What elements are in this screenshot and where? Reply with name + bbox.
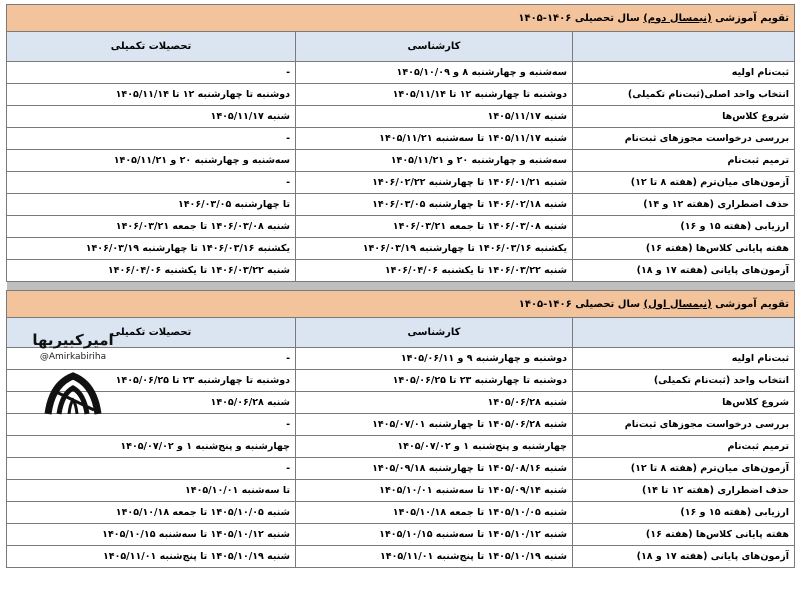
bachelor-date-cell: سه‌شنبه و چهارشنبه ۲۰ و ۱۴۰۵/۱۱/۲۱ — [296, 150, 573, 172]
event-label-cell: انتخاب واحد اصلی(ثبت‌نام تکمیلی) — [573, 84, 795, 106]
table-row — [7, 546, 795, 568]
table-row — [7, 150, 795, 172]
graduate-date-cell: - — [7, 348, 296, 370]
table-row — [7, 480, 795, 502]
section-separator — [7, 282, 795, 291]
graduate-date-cell: شنبه ۱۴۰۵/۱۰/۱۲ تا سه‌شنبه ۱۴۰۵/۱۰/۱۵ — [7, 524, 296, 546]
event-label-cell: بررسی درخواست مجوزهای ثبت‌نام — [573, 414, 795, 436]
bachelor-date-cell: شنبه ۱۴۰۵/۰۶/۲۸ — [296, 392, 573, 414]
bachelor-date-cell: شنبه ۱۴۰۵/۱۱/۱۷ — [296, 106, 573, 128]
graduate-date-cell: - — [7, 458, 296, 480]
bachelor-date-cell: چهارشنبه و پنج‌شنبه ۱ و ۱۴۰۵/۰۷/۰۲ — [296, 436, 573, 458]
calendar-title-row — [7, 5, 795, 32]
calendar-title-prefix: تقویم آموزشی — [715, 12, 790, 24]
bachelor-date-cell: شنبه ۱۴۰۶/۰۲/۱۸ تا چهارشنبه ۱۴۰۶/۰۳/۰۵ — [296, 194, 573, 216]
bachelor-date-cell: شنبه ۱۴۰۶/۰۱/۲۱ تا چهارشنبه ۱۴۰۶/۰۲/۲۲ — [296, 172, 573, 194]
table-row — [7, 502, 795, 524]
bachelor-date-cell: شنبه ۱۴۰۵/۰۶/۲۸ تا چهارشنبه ۱۴۰۵/۰۷/۰۱ — [296, 414, 573, 436]
graduate-date-cell: سه‌شنبه و چهارشنبه ۲۰ و ۱۴۰۵/۱۱/۲۱ — [7, 150, 296, 172]
graduate-date-cell: - — [7, 414, 296, 436]
bachelor-date-cell: دوشنبه تا چهارشنبه ۱۲ تا ۱۴۰۵/۱۱/۱۴ — [296, 84, 573, 106]
event-label-cell: حذف اضطراری (هفته ۱۲ تا ۱۴) — [573, 480, 795, 502]
table-row — [7, 524, 795, 546]
table-row — [7, 458, 795, 480]
graduate-date-cell: یکشنبه ۱۴۰۶/۰۳/۱۶ تا چهارشنبه ۱۴۰۶/۰۳/۱۹ — [7, 238, 296, 260]
event-label-cell: شروع کلاس‌ها — [573, 106, 795, 128]
watermark-name: امیرکبیریها — [32, 331, 114, 349]
graduate-date-cell: - — [7, 128, 296, 150]
calendar-title-year: سال تحصیلی ۱۴۰۶-۱۴۰۵ — [518, 12, 640, 24]
graduate-date-cell: - — [7, 62, 296, 84]
separator-cell — [7, 282, 795, 291]
calendar-page — [6, 4, 794, 568]
event-label-cell: ثبت‌نام اولیه — [573, 62, 795, 84]
column-header-row — [7, 32, 795, 62]
header-event — [573, 32, 795, 62]
graduate-date-cell: شنبه ۱۴۰۵/۱۰/۱۹ تا پنج‌شنبه ۱۴۰۵/۱۱/۰۱ — [7, 546, 296, 568]
graduate-date-cell: تا چهارشنبه ۱۴۰۶/۰۳/۰۵ — [7, 194, 296, 216]
bachelor-date-cell: سه‌شنبه و چهارشنبه ۸ و ۱۴۰۵/۱۰/۰۹ — [296, 62, 573, 84]
calendar-title — [7, 5, 795, 32]
event-label-cell: شروع کلاس‌ها — [573, 392, 795, 414]
table-row — [7, 436, 795, 458]
table-row — [7, 414, 795, 436]
graduate-date-cell: چهارشنبه و پنج‌شنبه ۱ و ۱۴۰۵/۰۷/۰۲ — [7, 436, 296, 458]
event-label-cell: آزمون‌های پایانی (هفته ۱۷ و ۱۸) — [573, 546, 795, 568]
header-bachelor: کارشناسی — [296, 318, 573, 348]
event-label-cell: هفته پایانی کلاس‌ها (هفته ۱۶) — [573, 524, 795, 546]
table-row — [7, 194, 795, 216]
bachelor-date-cell: شنبه ۱۴۰۵/۰۸/۱۶ تا چهارشنبه ۱۴۰۵/۰۹/۱۸ — [296, 458, 573, 480]
header-graduate: تحصیلات تکمیلی — [7, 32, 296, 62]
graduate-date-cell: شنبه ۱۴۰۶/۰۳/۰۸ تا جمعه ۱۴۰۶/۰۳/۲۱ — [7, 216, 296, 238]
table-row — [7, 106, 795, 128]
header-bachelor: کارشناسی — [296, 32, 573, 62]
calendar-title-semester: (نیمسال دوم) — [643, 12, 712, 24]
event-label-cell: ترمیم ثبت‌نام — [573, 150, 795, 172]
calendar-title-semester: (نیمسال اول) — [643, 298, 712, 310]
bachelor-date-cell: دوشنبه تا چهارشنبه ۲۳ تا ۱۴۰۵/۰۶/۲۵ — [296, 370, 573, 392]
graduate-date-cell: شنبه ۱۴۰۵/۱۰/۰۵ تا جمعه ۱۴۰۵/۱۰/۱۸ — [7, 502, 296, 524]
graduate-date-cell: - — [7, 172, 296, 194]
graduate-date-cell: دوشنبه تا چهارشنبه ۱۲ تا ۱۴۰۵/۱۱/۱۴ — [7, 84, 296, 106]
header-graduate: تحصیلات تکمیلی — [7, 318, 296, 348]
event-label-cell: حذف اضطراری (هفته ۱۲ و ۱۴) — [573, 194, 795, 216]
watermark-handle: @Amirkabiriha — [39, 352, 107, 362]
event-label-cell: هفته پایانی کلاس‌ها (هفته ۱۶) — [573, 238, 795, 260]
table-row — [7, 128, 795, 150]
bachelor-date-cell: شنبه ۱۴۰۵/۱۰/۱۲ تا سه‌شنبه ۱۴۰۵/۱۰/۱۵ — [296, 524, 573, 546]
calendar-title-year: سال تحصیلی ۱۴۰۶-۱۴۰۵ — [518, 298, 641, 310]
academic-calendar-table — [6, 4, 795, 568]
event-label-cell: انتخاب واحد (ثبت‌نام تکمیلی) — [573, 370, 795, 392]
header-event — [573, 318, 795, 348]
table-row — [7, 370, 795, 392]
event-label-cell: آزمون‌های میان‌ترم (هفته ۸ تا ۱۲) — [573, 458, 795, 480]
bachelor-date-cell: شنبه ۱۴۰۵/۱۰/۱۹ تا پنج‌شنبه ۱۴۰۵/۱۱/۰۱ — [296, 546, 573, 568]
graduate-date-cell: شنبه ۱۴۰۶/۰۳/۲۲ تا یکشنبه ۱۴۰۶/۰۴/۰۶ — [7, 260, 296, 282]
bachelor-date-cell: شنبه ۱۴۰۵/۱۰/۰۵ تا جمعه ۱۴۰۵/۱۰/۱۸ — [296, 502, 573, 524]
table-row — [7, 62, 795, 84]
event-label-cell: ارزیابی (هفته ۱۵ و ۱۶) — [573, 502, 795, 524]
table-row — [7, 84, 795, 106]
calendar-title-prefix: تقویم آموزشی — [715, 298, 790, 310]
table-row — [7, 172, 795, 194]
calendar-title-row — [7, 291, 795, 318]
bachelor-date-cell: شنبه ۱۴۰۶/۰۳/۰۸ تا جمعه ۱۴۰۶/۰۳/۲۱ — [296, 216, 573, 238]
graduate-date-cell: شنبه ۱۴۰۵/۱۱/۱۷ — [7, 106, 296, 128]
table-row — [7, 216, 795, 238]
graduate-date-cell: دوشنبه تا چهارشنبه ۲۳ تا ۱۴۰۵/۰۶/۲۵ — [7, 370, 296, 392]
graduate-date-cell: شنبه ۱۴۰۵/۰۶/۲۸ — [7, 392, 296, 414]
bachelor-date-cell: شنبه ۱۴۰۶/۰۳/۲۲ تا یکشنبه ۱۴۰۶/۰۴/۰۶ — [296, 260, 573, 282]
event-label-cell: آزمون‌های پایانی (هفته ۱۷ و ۱۸) — [573, 260, 795, 282]
event-label-cell: آزمون‌های میان‌ترم (هفته ۸ تا ۱۲) — [573, 172, 795, 194]
table-row — [7, 348, 795, 370]
graduate-date-cell: تا سه‌شنبه ۱۴۰۵/۱۰/۰۱ — [7, 480, 296, 502]
event-label-cell: ارزیابی (هفته ۱۵ و ۱۶) — [573, 216, 795, 238]
bachelor-date-cell: یکشنبه ۱۴۰۶/۰۳/۱۶ تا چهارشنبه ۱۴۰۶/۰۳/۱۹ — [296, 238, 573, 260]
column-header-row — [7, 318, 795, 348]
calendar-title — [7, 291, 795, 318]
event-label-cell: ترمیم ثبت‌نام — [573, 436, 795, 458]
bachelor-date-cell: شنبه ۱۴۰۵/۱۱/۱۷ تا سه‌شنبه ۱۴۰۵/۱۱/۲۱ — [296, 128, 573, 150]
table-row — [7, 260, 795, 282]
event-label-cell: بررسی درخواست مجوزهای ثبت‌نام — [573, 128, 795, 150]
bachelor-date-cell: شنبه ۱۴۰۵/۰۹/۱۴ تا سه‌شنبه ۱۴۰۵/۱۰/۰۱ — [296, 480, 573, 502]
table-row — [7, 392, 795, 414]
table-row — [7, 238, 795, 260]
bachelor-date-cell: دوشنبه و چهارشنبه ۹ و ۱۴۰۵/۰۶/۱۱ — [296, 348, 573, 370]
event-label-cell: ثبت‌نام اولیه — [573, 348, 795, 370]
